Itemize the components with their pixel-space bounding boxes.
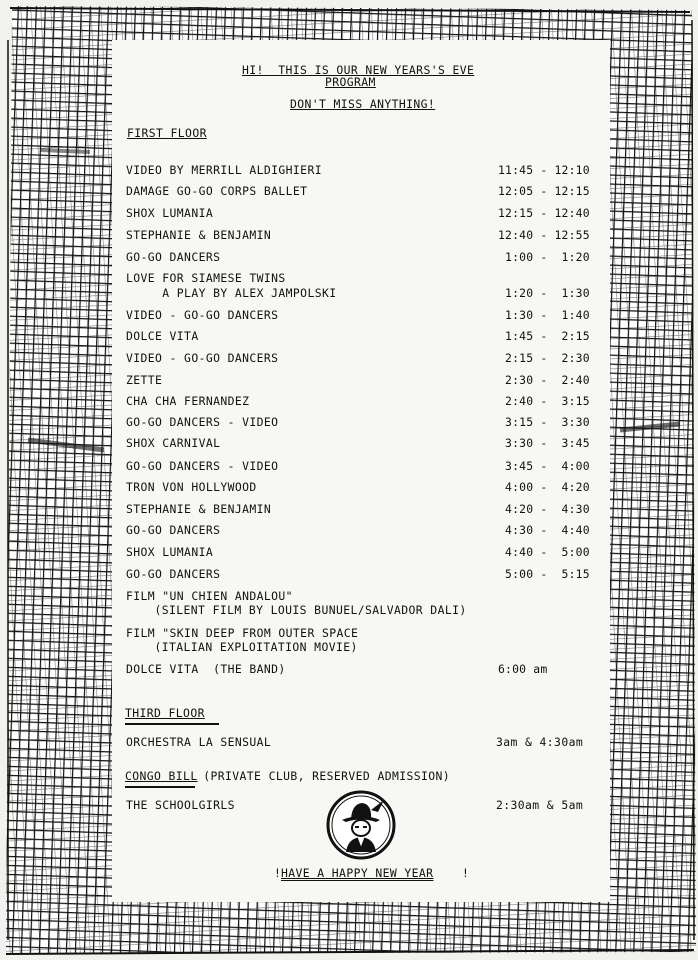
- act-name: GO-GO DANCERS: [126, 567, 221, 581]
- header-line-1: HI! THIS IS OUR NEW YEARS'S EVE: [242, 63, 475, 77]
- heading-underline: [125, 723, 219, 725]
- time-slot: 12:40 - 12:55: [498, 228, 590, 242]
- act-name: CHA CHA FERNANDEZ: [126, 394, 250, 408]
- act-name: SHOX LUMANIA: [126, 545, 214, 559]
- congo-bill-note: (PRIVATE CLUB, RESERVED ADMISSION): [196, 769, 451, 783]
- film-title: FILM "UN CHIEN ANDALOU": [126, 589, 293, 603]
- time-slot: 5:00 - 5:15: [498, 567, 590, 581]
- exclamation-right: !: [462, 866, 470, 880]
- time-slot: 3:15 - 3:30: [498, 415, 590, 429]
- heading-underline: [125, 786, 195, 788]
- time-slot: 4:30 - 4:40: [498, 523, 590, 537]
- act-name: TRON VON HOLLYWOOD: [126, 480, 257, 494]
- time-slot: 12:15 - 12:40: [498, 206, 590, 220]
- act-name: SHOX CARNIVAL: [126, 436, 221, 450]
- time-slot: 12:05 - 12:15: [498, 184, 590, 198]
- time-slot: 3am & 4:30am: [496, 735, 584, 749]
- act-name: GO-GO DANCERS - VIDEO: [126, 459, 279, 473]
- act-name: STEPHANIE & BENJAMIN: [126, 228, 272, 242]
- act-name: GO-GO DANCERS: [126, 250, 221, 264]
- act-name: DAMAGE GO-GO CORPS BALLET: [126, 184, 308, 198]
- act-name: DOLCE VITA: [126, 329, 199, 343]
- time-slot: 4:20 - 4:30: [498, 502, 590, 516]
- act-name: ZETTE: [126, 373, 163, 387]
- happy-new-year-text: HAVE A HAPPY NEW YEAR: [281, 866, 434, 880]
- exclamation-left: !: [274, 866, 282, 880]
- film-note: (SILENT FILM BY LOUIS BUNUEL/SALVADOR DALI): [140, 603, 467, 617]
- time-slot: 4:00 - 4:20: [498, 480, 590, 494]
- act-name: GO-GO DANCERS - VIDEO: [126, 415, 279, 429]
- film-note: (ITALIAN EXPLOITATION MOVIE): [140, 640, 358, 654]
- time-slot: 1:30 - 1:40: [498, 308, 590, 322]
- time-slot: 1:45 - 2:15: [498, 329, 590, 343]
- act-name: STEPHANIE & BENJAMIN: [126, 502, 272, 516]
- time-slot: 2:30am & 5am: [496, 798, 584, 812]
- film-title: FILM "SKIN DEEP FROM OUTER SPACE: [126, 626, 359, 640]
- band-name: DOLCE VITA (THE BAND): [126, 662, 286, 676]
- act-name: VIDEO BY MERRILL ALDIGHIERI: [126, 163, 322, 177]
- time-slot: 4:40 - 5:00: [498, 545, 590, 559]
- cowboy-logo-icon: [326, 790, 396, 860]
- time-slot: 3:45 - 4:00: [498, 459, 590, 473]
- act-name: VIDEO - GO-GO DANCERS: [126, 308, 279, 322]
- time-slot: 2:40 - 3:15: [498, 394, 590, 408]
- act-name: SHOX LUMANIA: [126, 206, 214, 220]
- time-slot: 1:00 - 1:20: [498, 250, 590, 264]
- act-name: GO-GO DANCERS: [126, 523, 221, 537]
- act-name: THE SCHOOLGIRLS: [126, 798, 235, 812]
- time-slot: 2:30 - 2:40: [498, 373, 590, 387]
- act-name: ORCHESTRA LA SENSUAL: [126, 735, 272, 749]
- time-slot: 2:15 - 2:30: [498, 351, 590, 365]
- act-name: VIDEO - GO-GO DANCERS: [126, 351, 279, 365]
- band-time: 6:00 am: [498, 662, 548, 676]
- act-name: A PLAY BY ALEX JAMPOLSKI: [126, 286, 337, 300]
- act-name: LOVE FOR SIAMESE TWINS: [126, 271, 286, 285]
- third-floor-heading: THIRD FLOOR: [125, 706, 205, 720]
- time-slot: 1:20 - 1:30: [498, 286, 590, 300]
- first-floor-heading: FIRST FLOOR: [127, 126, 207, 140]
- header-line-3: DON'T MISS ANYTHING!: [290, 97, 436, 111]
- header-line-2: PROGRAM: [325, 75, 376, 89]
- congo-bill-heading: CONGO BILL: [125, 769, 198, 783]
- time-slot: 3:30 - 3:45: [498, 436, 590, 450]
- time-slot: 11:45 - 12:10: [498, 163, 590, 177]
